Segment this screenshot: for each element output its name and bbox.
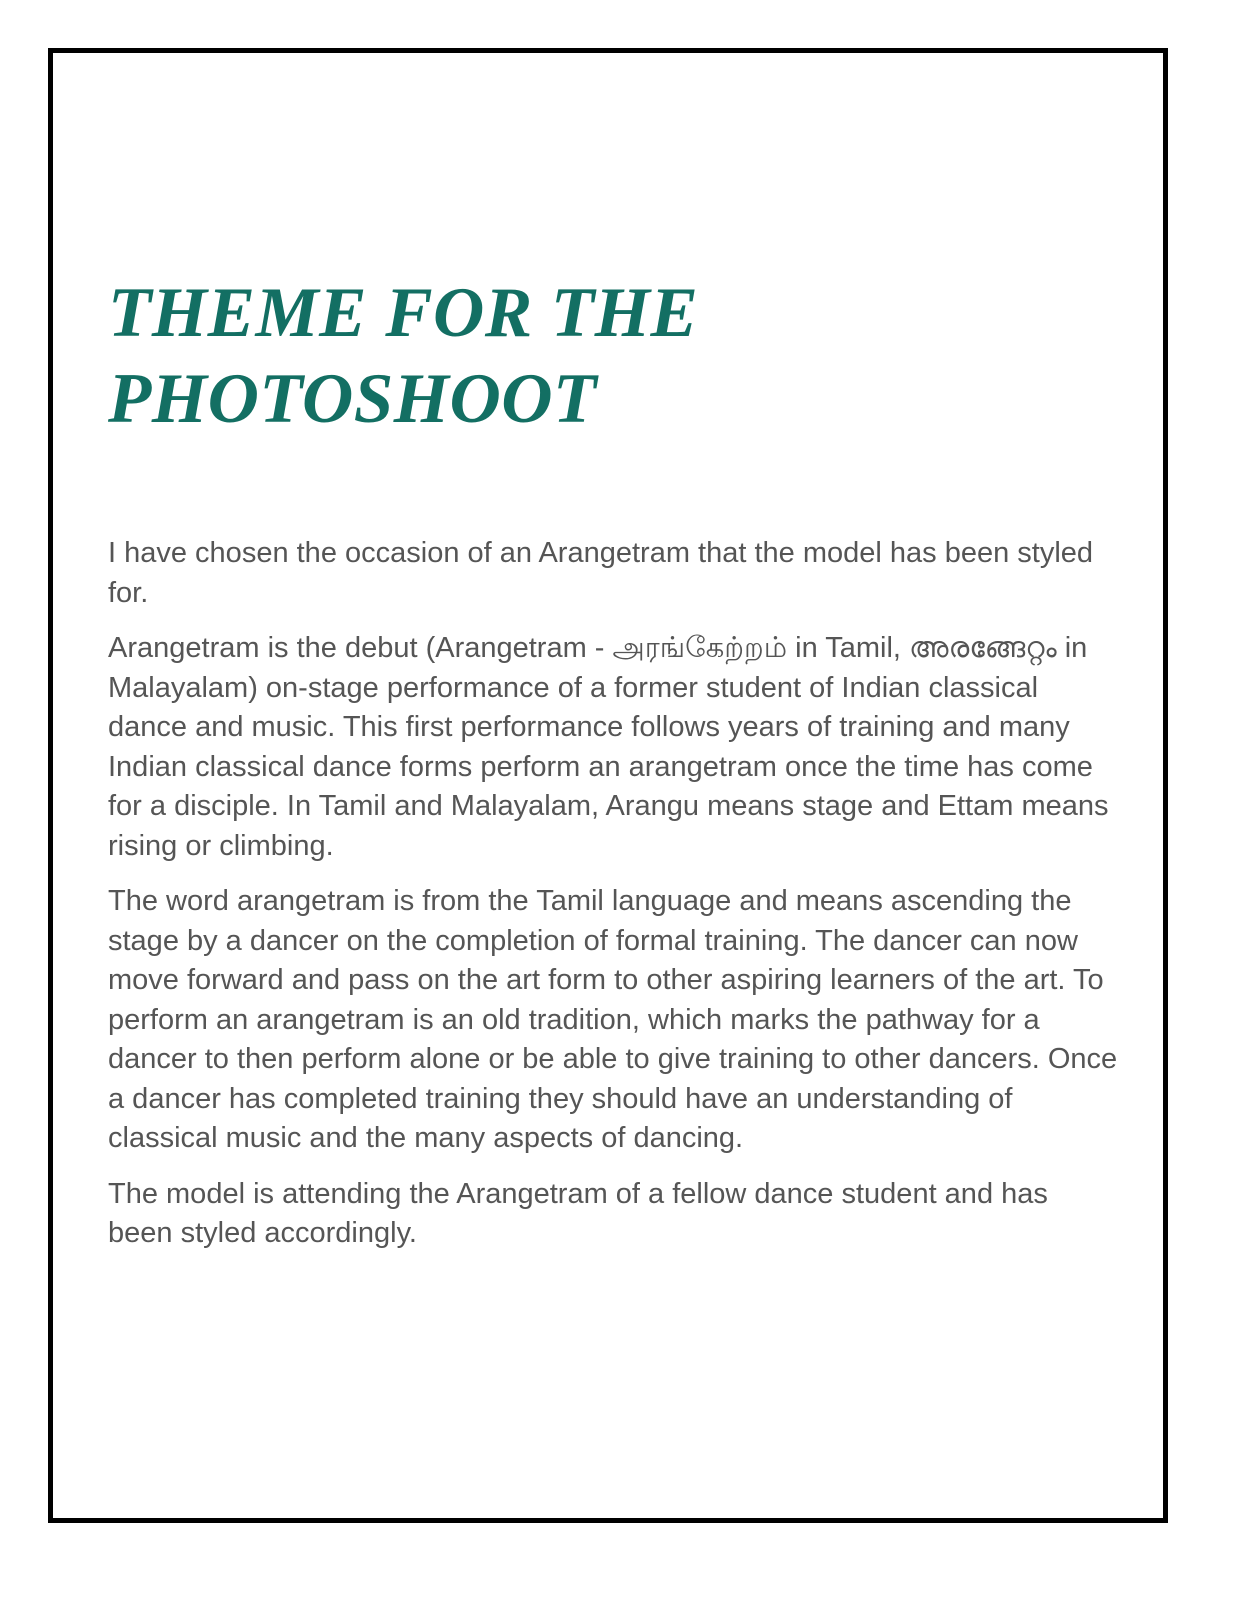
paragraph-model-styling: The model is attending the Arangetram of a fellow dance student and has been styled accordingly. (108, 1177, 1048, 1249)
paragraph-definition: Arangetram is the debut (Arangetram - அரங்கேற்றம் in Tamil, അരങ്ങേറ്റം in Malayalam) on-stage performance of a former student of Indian classical dance and music. This first performance follows years of training and many Indian classical dance forms perform an arangetram once the time has come for a disciple. In Tamil and Malayalam, Arangu means stage and Ettam means rising or climbing. (108, 632, 1109, 862)
document-content (108, 270, 1118, 1270)
page-title (108, 270, 1118, 442)
paragraph-etymology: The word arangetram is from the Tamil language and means ascending the stage by a dancer on the completion of formal training. The dancer can now move forward and pass on the art form to other aspiring learners of the art. To perform an arangetram is an old tradition, which marks the pathway for a dancer to then perform alone or be able to give training to other dancers. Once a dancer has completed training they should have an understanding of classical music and the many aspects of dancing. (108, 885, 1118, 1154)
body-text (108, 534, 1118, 1254)
paragraph-intro: I have chosen the occasion of an Arangetram that the model has been styled for. (108, 537, 1094, 609)
page-title-line-1: THEME FOR THE (108, 274, 699, 352)
page-title-line-2: PHOTOSHOOT (108, 360, 597, 438)
